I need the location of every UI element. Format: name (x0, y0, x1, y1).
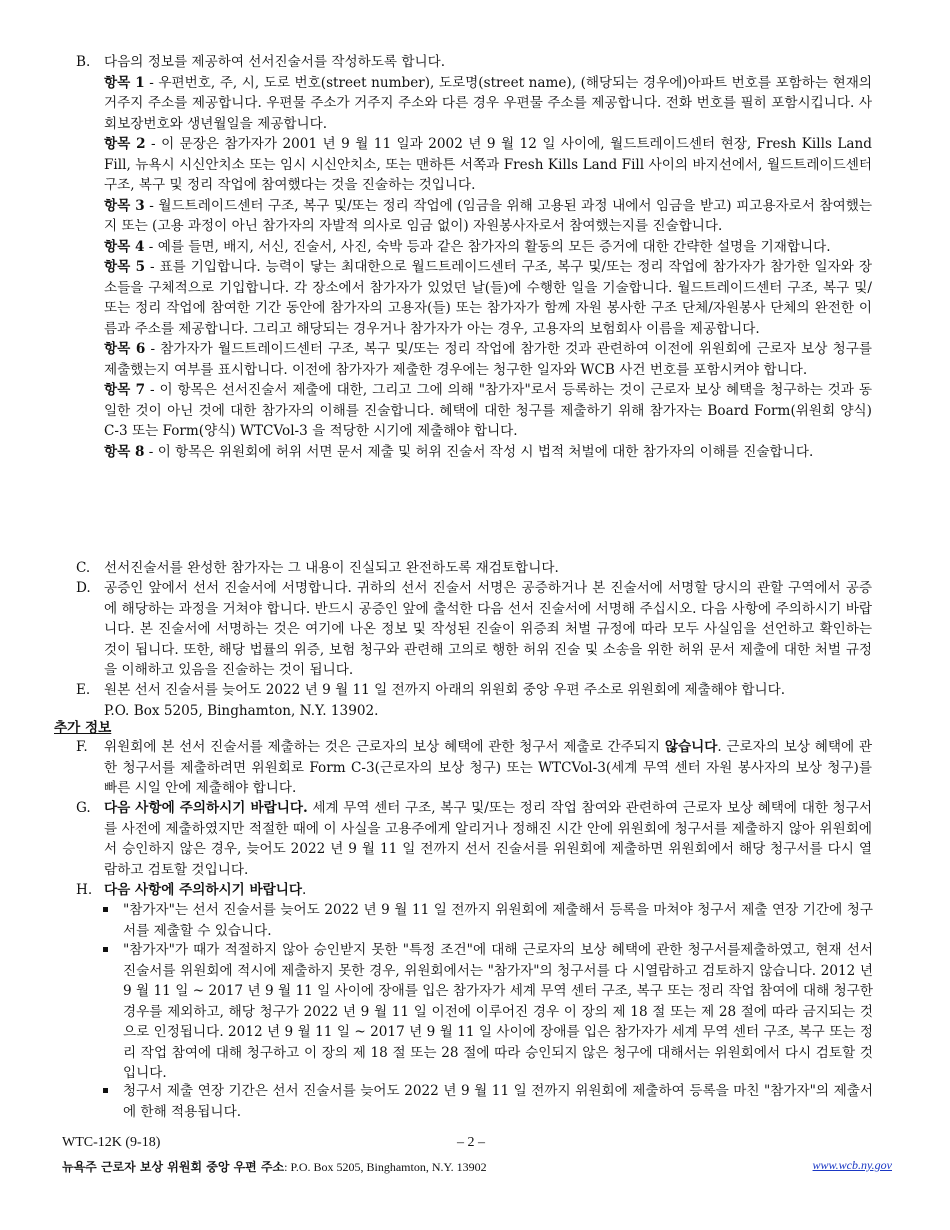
q6-text: - 참가자가 월드트레이드센터 구조, 복구 및/또는 정리 작업에 참가한 것과 관련하여 이전에 위원회에 근로자 보상 청구를 제출했는지 여부를 표시합니다. 이전에 참가자가 제출한 경우에는 청구한 일자와 WCB 사건 번호를 포함시켜야 합니다. (104, 341, 872, 378)
page-number: – 2 – (457, 1135, 485, 1150)
item-b-q4 (104, 237, 872, 258)
q5-text: - 표를 기입합니다. 능력이 닿는 최대한으로 월드트레이드센터 구조, 복구 및/또는 정리 작업에 참가자가 참가한 일자와 장소들을 구체적으로 기입합니다. 각 장소에서 참가자가 있었던 날(들)에 수행한 일을 기술합니다. 월드트레이드센터 구조, 복구 및/또는 정리 작업에 참여한 기간 동안에 참가자의 고용자(들) 또는 참가자가 함께 자원 봉사한 구조 단체/자원봉사 단체의 완전한 이름과 주소를 제공합니다. 그리고 해당되는 경우거나 참가자가 아는 경우, 고용자의 보험회사 이름을 제공합니다. (104, 259, 872, 337)
item-d-letter: D. (76, 580, 91, 596)
item-h-letter: H. (76, 882, 93, 898)
q3-text: - 월드트레이드센터 구조, 복구 및/또는 정리 작업에 (임금을 위해 고용된 과정 내에서 임금을 받고) 피고용자로서 참여했는지 또는 (고용 과정이 아닌 참가자의 자발적 의사로 임금 없이) 자원봉사자로서 참여했는지를 진술합니다. (104, 197, 872, 234)
item-b-q6 (104, 339, 872, 380)
q7-label: 항목 7 (104, 382, 146, 398)
footer-row-2 (62, 1158, 892, 1175)
item-g-paragraph (104, 798, 872, 880)
item-f-paragraph (104, 737, 872, 799)
q2-text: - 이 문장은 참가자가 2001 년 9 월 11 일과 2002 년 9 월 12 일 사이에, 월드트레이드센터 현장, Fresh Kills Land Fill, 뉴욕시 시신안치소 또는 임시 시신안치소, 또는 맨하튼 서쪽과 Fresh Kills Land Fill 사이의 바지선에서, 월드트레이드센터 구조, 복구 및 정리 작업에 참여했다는 것을 진술하는 것입니다. (104, 136, 872, 193)
item-h (76, 880, 872, 901)
item-e-letter: E. (76, 682, 91, 698)
footer-address-value: : P.O. Box 5205, Binghamton, N.Y. 13902 (284, 1160, 487, 1174)
item-f-letter: F. (76, 739, 88, 755)
q2-label: 항목 2 (104, 136, 146, 152)
bullet-item (103, 900, 873, 941)
item-b-q7 (104, 380, 872, 442)
q4-text: - 예를 들면, 배지, 서신, 진술서, 사진, 숙박 등과 같은 참가자의 활동의 모든 증거에 대한 간략한 설명을 기재합니다. (144, 238, 831, 255)
item-c (76, 558, 872, 579)
item-h-tail: . (302, 882, 307, 898)
item-b-q5 (104, 257, 872, 339)
q5-label: 항목 5 (104, 259, 146, 275)
item-g-text: 세계 무역 센터 구조, 복구 및/또는 정리 작업 참여와 관련하여 근로자 보상 혜택에 대한 청구서를 사전에 제출하였지만 적절한 때에 이 사실을 고용주에게 알리거나 정해진 시간 안에 위원회에 청구서를 제출하지 않아 위원회에서 승인하지 않은 경우, 늦어도 2022 년 9 월 11 일 전까지 선서 진술서를 위원회에 제출하면 위원회에서 해당 청구서를 다시 열람하고 검토할 것입니다. (104, 800, 872, 878)
item-b (76, 52, 872, 462)
item-c-letter: C. (76, 560, 91, 576)
item-e (76, 680, 872, 721)
item-b-q1 (104, 73, 872, 135)
item-d (76, 578, 872, 681)
bullet-text: "참가자"는 선서 진술서를 늦어도 2022 년 9 월 11 일 전까지 위원회에 제출해서 등록을 마쳐야 청구서 제출 연장 기간에 청구서를 제출할 수 있습니다. (123, 902, 873, 939)
bullet-item (103, 1081, 873, 1122)
q8-label: 항목 8 (104, 443, 145, 460)
item-b-letter: B. (76, 54, 91, 70)
item-f (76, 737, 872, 799)
bullet-icon (103, 907, 108, 912)
q7-text: - 이 항목은 선서진술서 제출에 대한, 그리고 그에 의해 "참가자"로서 등록하는 것이 근로자 보상 혜택을 청구하는 것과 동일한 것이 아닌 것에 대한 참가자의 이해를 진술합니다. 혜택에 대한 청구를 제출하기 위해 참가자는 Board Form(위원회 양식) C-3 또는 Form(양식) WTCVol-3 을 적당한 시기에 제출해야 합니다. (104, 382, 872, 439)
footer-row-1 (62, 1135, 892, 1151)
item-f-text-b: . 근로자의 보상 혜택에 관한 청구서를 제출하려면 위원회로 Form C-3(근로자의 보상 청구) 또는 WTCVol-3(세계 무역 센터 자원 봉사자의 보상 청구)를 빠른 시일 안에 제출해야 합니다. (104, 739, 872, 796)
q1-label: 항목 1 (104, 74, 145, 91)
footer-address-label: 뉴욕주 근로자 보상 위원회 중앙 우편 주소 (62, 1160, 285, 1174)
item-f-text-bold: 않습니다 (664, 739, 718, 755)
bullet-icon (103, 1088, 108, 1093)
item-b-intro: 다음의 정보를 제공하여 선서진술서를 작성하도록 합니다. (104, 54, 446, 70)
item-b-q8 (104, 442, 872, 463)
item-e-text: 원본 선서 진술서를 늦어도 2022 년 9 월 11 일 전까지 아래의 위원회 중앙 우편 주소로 위원회에 제출해야 합니다. (104, 682, 786, 698)
item-e-address: P.O. Box 5205, Binghamton, N.Y. 13902. (104, 702, 379, 719)
item-h-bold: 다음 사항에 주의하시기 바랍니다 (104, 882, 303, 898)
q1-text: - 우편번호, 주, 시, 도로 번호(street number), 도로명(street name), (해당되는 경우에)아파트 번호를 포함하는 현재의 거주지 주소를 제공합니다. 우편물 주소가 거주지 주소와 다른 경우 우편물 주소를 제공합니다. 전화 번호를 필히 포함시킵니다. 사회보장번호와 생년월일을 제공합니다. (104, 74, 872, 132)
website-link[interactable]: www.wcb.ny.gov (812, 1158, 892, 1172)
item-g (76, 798, 872, 880)
item-h-heading (104, 880, 872, 901)
item-f-text-a: 위원회에 본 선서 진술서를 제출하는 것은 근로자의 보상 혜택에 관한 청구서 제출로 간주되지 (104, 739, 665, 755)
item-g-letter: G. (76, 800, 91, 816)
item-b-q3 (104, 196, 872, 237)
item-g-bold: 다음 사항에 주의하시기 바랍니다. (104, 800, 308, 816)
item-b-q2 (104, 134, 872, 196)
bullet-item (103, 940, 873, 1084)
q3-label: 항목 3 (104, 197, 145, 214)
item-d-text: 공증인 앞에서 선서 진술서에 서명합니다. 귀하의 선서 진술서 서명은 공증하거나 본 진술서에 서명할 당시의 관할 구역에서 공증에 해당하는 과정을 거쳐야 합니다. 반드시 공증인 앞에 출석한 다음 선서 진술서에 서명해 주십시오. 다음 사항에 주의하시기 바랍니다. 본 진술서에 서명하는 것은 여기에 나온 정보 및 작성된 진술이 위증죄 처벌 규정에 따라 모두 사실임을 선언하고 확인하는 것이 됩니다. 또한, 해당 법률의 위증, 보험 청구와 관련해 고의로 행한 허위 진술 및 소송을 위한 허위 문서 제출에 대한 처벌 규정을 이해하고 있음을 진술하는 것이 됩니다. (104, 580, 872, 678)
bullet-text: "참가자"가 때가 적절하지 않아 승인받지 못한 "특정 조건"에 대해 근로자의 보상 혜택에 관한 청구서를제출하였고, 현재 선서 진술서를 위원회에 적시에 제출하지 못한 경우, 위원회에서는 "참가자"의 청구서를 다 시열람하고 검토하지 않습니다. 2012 년 9 월 11 일 ~ 2017 년 9 월 11 일 사이에 장애를 입은 참가자가 세계 무역 센터 구조, 복구 또는 정리 작업 참여에 대해 청구한 경우를 제외하고, 해당 청구가 2022 년 9 월 11 일 이전에 이루어진 경우 이 장의 제 18 절 또는 제 28 절에 따라 금지되는 것으로 인정됩니다. 2012 년 9 월 11 일 ~ 2017 년 9 월 11 일 사이에 장애를 입은 참가자가 세계 무역 센터 구조, 복구 또는 정리 작업 참여에 대해 청구하고 이 장의 제 18 절 또는 28 절에 따라 승인되지 않은 청구에 대해서는 위원회에서 다시 검토할 것입니다. (123, 942, 873, 1081)
q4-label: 항목 4 (104, 238, 145, 255)
q8-text: - 이 항목은 위원회에 허위 서면 문서 제출 및 허위 진술서 작성 시 법적 처벌에 대한 참가자의 이해를 진술합니다. (144, 443, 814, 460)
bullet-text: 청구서 제출 연장 기간은 선서 진술서를 늦어도 2022 년 9 월 11 일 전까지 위원회에 제출하여 등록을 마친 "참가자"의 제출서에 한해 적용됩니다. (123, 1083, 873, 1120)
item-c-text: 선서진술서를 완성한 참가자는 그 내용이 진실되고 완전하도록 재검토합니다. (104, 560, 559, 576)
form-id: WTC-12K (9-18) (62, 1135, 161, 1150)
q6-label: 항목 6 (104, 341, 146, 357)
bullet-icon (103, 947, 108, 952)
additional-info-heading: 추가 정보 (54, 720, 112, 736)
